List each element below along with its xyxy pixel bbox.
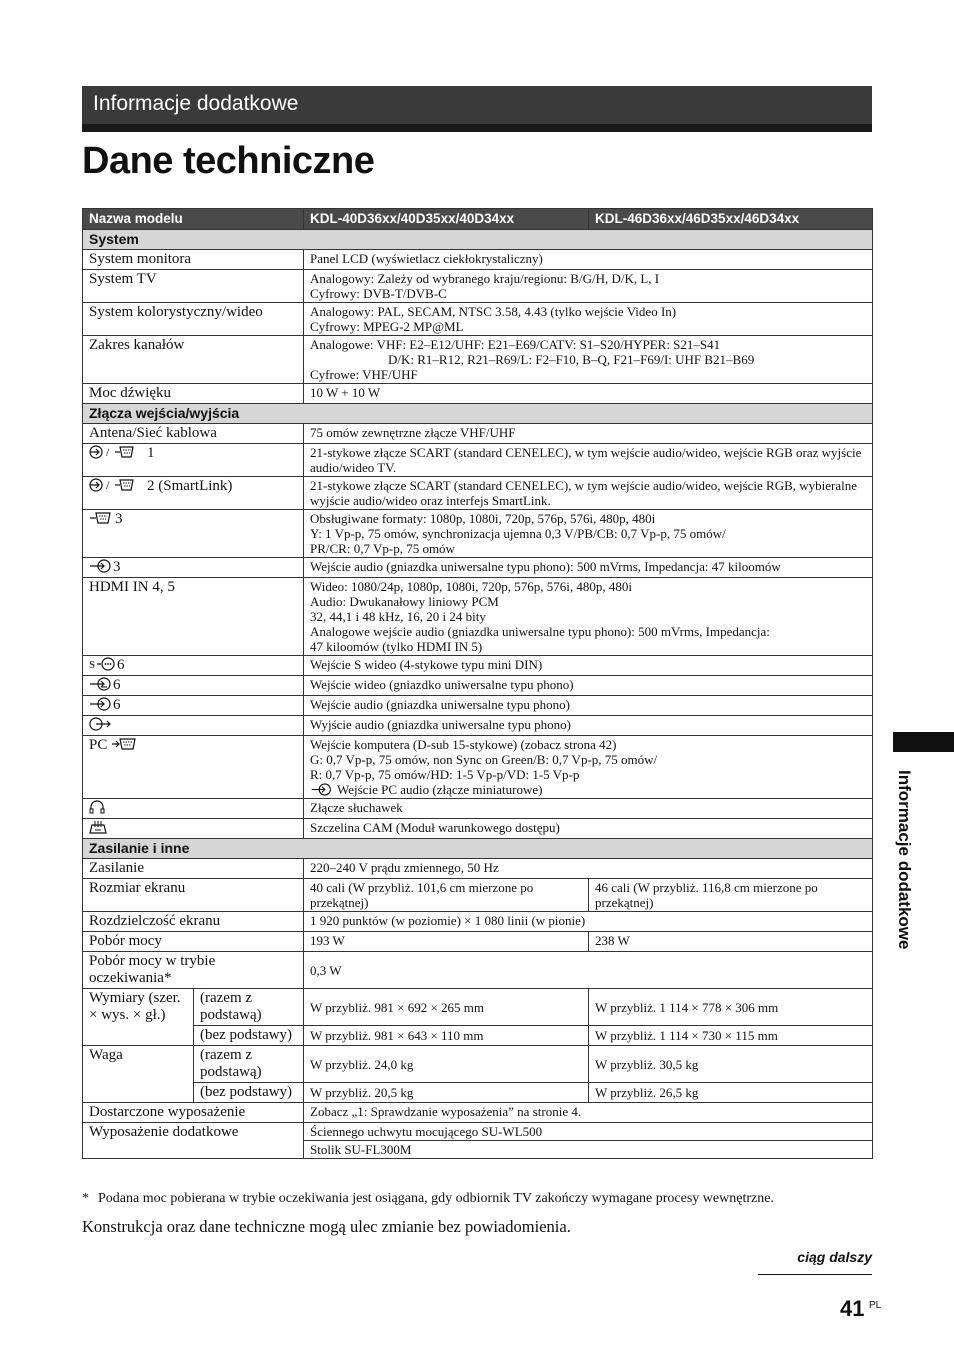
table-row (83, 736, 873, 799)
table-row (83, 696, 873, 716)
row-label (83, 656, 304, 676)
pc-input-icon (111, 737, 139, 751)
table-row (83, 912, 873, 932)
table-row (83, 384, 873, 404)
value-line: R: 0,7 Vp-p, 75 omów/HD: 1-5 Vp-p/VD: 1-5 Vp-p (310, 767, 580, 782)
row-value (304, 578, 873, 656)
value-line: Obsługiwane formaty: 1080p, 1080i, 720p, 576p, 576i, 480p, 480i (310, 511, 656, 526)
row-value: Wejście wideo (gniazdko uniwersalne typu phono) (304, 676, 873, 696)
table-row (83, 656, 873, 676)
row-value-40: W przybliż. 981 × 643 × 110 mm (304, 1026, 589, 1046)
row-label: Waga (83, 1046, 194, 1103)
table-row (83, 676, 873, 696)
table-row (83, 1103, 873, 1123)
row-label: Rozmiar ekranu (83, 879, 304, 912)
row-value: Szczelina CAM (Moduł warunkowego dostępu) (304, 819, 873, 839)
side-tab-marker (893, 732, 954, 752)
row-value-46: W przybliż. 26,5 kg (589, 1083, 873, 1103)
row-value: Panel LCD (wyświetlacz ciekłokrystaliczny) (304, 250, 873, 270)
value-line: Analogowe wejście audio (gniazdka uniwersalne typu phono): 500 mVrms, Impedancja: (310, 624, 770, 639)
side-section-text: Informacje dodatkowe (895, 770, 914, 950)
row-value: 21-stykowe złącze SCART (standard CENELEC), w tym wejście audio/wideo, wejście RGB oraz wyjście audio/wideo TV. (304, 444, 873, 477)
video-input-icon (89, 677, 113, 691)
table-row (83, 1083, 873, 1103)
row-value: Wejście S wideo (4-stykowe typu mini DIN) (304, 656, 873, 676)
value-line: D/K: R1–R12, R21–R69/L: F2–F10, B–Q, F21–F69/I: UHF B21–B69 (388, 352, 755, 367)
row-value (304, 510, 873, 558)
row-value (304, 736, 873, 799)
row-label (83, 510, 304, 558)
value-line: Analogowy: PAL, SECAM, NTSC 3.58, 4.43 (tylko wejście Video In) (310, 304, 677, 319)
section-header-bar (82, 86, 872, 132)
row-value: Wejście audio (gniazdka uniwersalne typu phono): 500 mVrms, Impedancja: 47 kiloomów (304, 558, 873, 578)
svideo-label: 6 (117, 657, 125, 673)
value-line: Analogowy: Zależy od wybranego kraju/regionu: B/G/H, D/K, L, I (310, 271, 660, 286)
row-label: Moc dźwięku (83, 384, 304, 404)
component-label: 3 (115, 511, 123, 527)
row-value-40: W przybliż. 24,0 kg (304, 1046, 589, 1083)
section-title: Zasilanie i inne (83, 839, 873, 859)
value-line: Wideo: 1080/24p, 1080p, 1080i, 720p, 576p, 576i, 480p, 480i (310, 579, 632, 594)
change-notice: Konstrukcja oraz dane techniczne mogą ulec zmianie bez powiadomienia. (82, 1217, 571, 1236)
table-row (83, 1046, 873, 1083)
row-label (83, 819, 304, 839)
page-number: 41 (840, 1296, 865, 1321)
row-label: System kolorystyczny/wideo (83, 303, 304, 336)
row-value: Wejście audio (gniazdka uniwersalne typu phono) (304, 696, 873, 716)
row-value-46: W przybliż. 30,5 kg (589, 1046, 873, 1083)
audio-input-icon (89, 559, 113, 573)
table-row (83, 336, 873, 384)
value-line: Wejście komputera (D-sub 15-stykowe) (zobacz strona 42) (310, 737, 617, 752)
table-row (83, 819, 873, 839)
scart2-label: 2 (SmartLink) (147, 478, 233, 494)
table-row (83, 716, 873, 736)
sub-label: (bez podstawy) (194, 1083, 304, 1103)
row-label: Pobór mocy (83, 932, 304, 952)
row-value-46: 46 cali (W przybliż. 116,8 cm mierzone po przekątnej) (589, 879, 873, 912)
table-row (83, 952, 873, 989)
row-value (304, 270, 873, 303)
value-line: Cyfrowe: VHF/UHF (310, 367, 418, 382)
row-value: Złącze słuchawek (304, 799, 873, 819)
table-row (83, 303, 873, 336)
audio3-label: 3 (113, 559, 121, 575)
headphones-icon (89, 800, 105, 814)
header-model-40: KDL-40D36xx/40D35xx/40D34xx (304, 209, 589, 230)
table-row (83, 1123, 873, 1141)
pc-audio-text: Wejście PC audio (złącze miniaturowe) (337, 782, 543, 797)
row-label (83, 716, 304, 736)
row-label (83, 558, 304, 578)
table-row (83, 558, 873, 578)
continued-label: ciąg dalszy (797, 1249, 872, 1265)
sub-label: (bez podstawy) (194, 1026, 304, 1046)
row-label: Wyposażenie dodatkowe (83, 1123, 304, 1159)
footnote-mark: * (82, 1191, 89, 1206)
row-value: 220–240 V prądu zmiennego, 50 Hz (304, 859, 873, 879)
row-value: Wyjście audio (gniazdka uniwersalne typu phono) (304, 716, 873, 736)
row-label: System TV (83, 270, 304, 303)
row-value: Ściennego uchwytu mocującego SU-WL500 (304, 1123, 873, 1141)
row-value-40: W przybliż. 981 × 692 × 265 mm (304, 989, 589, 1026)
row-value: 75 omów zewnętrzne złącze VHF/UHF (304, 424, 873, 444)
av-in-out-icon (89, 445, 147, 459)
row-label: Zasilanie (83, 859, 304, 879)
audio6-label: 6 (113, 697, 121, 713)
row-label: HDMI IN 4, 5 (83, 578, 304, 656)
table-header-row (83, 209, 873, 230)
row-label: Wymiary (szer. × wys. × gł.) (83, 989, 194, 1046)
row-label (83, 799, 304, 819)
row-value: 0,3 W (304, 952, 873, 989)
cam-slot-icon (89, 820, 107, 834)
row-value (304, 336, 873, 384)
s-video-input-icon (89, 657, 117, 671)
row-value-40: 193 W (304, 932, 589, 952)
row-value-40: 40 cali (W przybliż. 101,6 cm mierzone po przekątnej) (304, 879, 589, 912)
row-label: Antena/Sieć kablowa (83, 424, 304, 444)
row-label: Rozdzielczość ekranu (83, 912, 304, 932)
row-label: Pobór mocy w trybie oczekiwania* (83, 952, 304, 989)
row-value-46: W przybliż. 1 114 × 730 × 115 mm (589, 1026, 873, 1046)
section-row-system (83, 230, 873, 250)
table-row (83, 879, 873, 912)
header-model-name: Nazwa modelu (83, 209, 304, 230)
table-row (83, 444, 873, 477)
row-label (83, 676, 304, 696)
value-line: Cyfrowy: DVB-T/DVB-C (310, 286, 447, 301)
row-label (83, 477, 304, 510)
row-value (304, 303, 873, 336)
row-label (83, 736, 304, 799)
value-line: G: 0,7 Vp-p, 75 omów, non Sync on Green/B: 0,7 Vp-p, 75 omów/ (310, 752, 658, 767)
row-value-40: W przybliż. 20,5 kg (304, 1083, 589, 1103)
value-line: Audio: Dwukanałowy liniowy PCM (310, 594, 499, 609)
row-label (83, 444, 304, 477)
table-row (83, 250, 873, 270)
spec-table (82, 208, 873, 1159)
section-row-power (83, 839, 873, 859)
row-value-46: W przybliż. 1 114 × 778 × 306 mm (589, 989, 873, 1026)
scart1-label: 1 (147, 445, 155, 461)
value-line: 32, 44,1 i 48 kHz, 16, 20 i 24 bity (310, 609, 486, 624)
svg-text:/: / (106, 478, 110, 492)
value-line: Y: 1 Vp-p, 75 omów, synchronizacja ujemna 0,3 V/PB/CB: 0,7 Vp-p, 75 omów/ (310, 526, 726, 541)
sub-label: (razem z podstawą) (194, 989, 304, 1026)
av-in-out-icon (89, 478, 147, 492)
value-line: Cyfrowy: MPEG-2 MP@ML (310, 319, 464, 334)
row-value: Stolik SU-FL300M (304, 1141, 873, 1159)
svg-text:S: S (89, 659, 96, 671)
section-title: System (83, 230, 873, 250)
row-label (83, 696, 304, 716)
section-header-text: Informacje dodatkowe (93, 92, 299, 115)
table-row (83, 424, 873, 444)
section-row-io (83, 404, 873, 424)
row-label: System monitora (83, 250, 304, 270)
value-line: Analogowe: VHF: E2–E12/UHF: E21–E69/CATV: S1–S20/HYPER: S21–S41 (310, 337, 721, 352)
value-line: PR/CR: 0,7 Vp-p, 75 omów (310, 541, 455, 556)
row-value: Zobacz „1: Sprawdzanie wyposażenia” na stronie 4. (304, 1103, 873, 1123)
sub-label: (razem z podstawą) (194, 1046, 304, 1083)
table-row (83, 270, 873, 303)
pc-label: PC (89, 737, 108, 753)
video6-label: 6 (113, 677, 121, 693)
page-title: Dane techniczne (82, 140, 375, 182)
table-row (83, 578, 873, 656)
value-line: 47 kiloomów (tylko HDMI IN 5) (310, 639, 483, 654)
header-model-46: KDL-46D36xx/46D35xx/46D34xx (589, 209, 873, 230)
section-title: Złącza wejścia/wyjścia (83, 404, 873, 424)
row-value: 1 920 punktów (w poziomie) × 1 080 linii (w pionie) (304, 912, 873, 932)
component-input-icon (89, 511, 115, 525)
footnote-text: Podana moc pobierana w trybie oczekiwania jest osiągana, gdy odbiornik TV zakończy wymagane procesy wewnętrzne. (98, 1191, 774, 1206)
audio-input-icon (89, 697, 113, 711)
svg-text:/: / (106, 445, 110, 459)
table-row (83, 859, 873, 879)
row-label: Zakres kanałów (83, 336, 304, 384)
table-row (83, 932, 873, 952)
row-value: 21-stykowe złącze SCART (standard CENELEC), w tym wejście audio/wideo, wejście RGB, wybieralne wyjście audio/wideo oraz interfejs SmartLink. (304, 477, 873, 510)
table-row (83, 989, 873, 1026)
side-section-label (890, 770, 920, 1000)
table-row (83, 477, 873, 510)
table-row (83, 799, 873, 819)
row-value: 10 W + 10 W (304, 384, 873, 404)
footnote (82, 1191, 882, 1207)
row-label: Dostarczone wyposażenie (83, 1103, 304, 1123)
row-value-46: 238 W (589, 932, 873, 952)
audio-input-icon (310, 783, 334, 796)
value-line (310, 782, 866, 797)
audio-output-icon (89, 717, 113, 731)
table-row (83, 1026, 873, 1046)
continued-rule (758, 1274, 872, 1275)
table-row (83, 510, 873, 558)
page-language: PL (869, 1300, 882, 1311)
